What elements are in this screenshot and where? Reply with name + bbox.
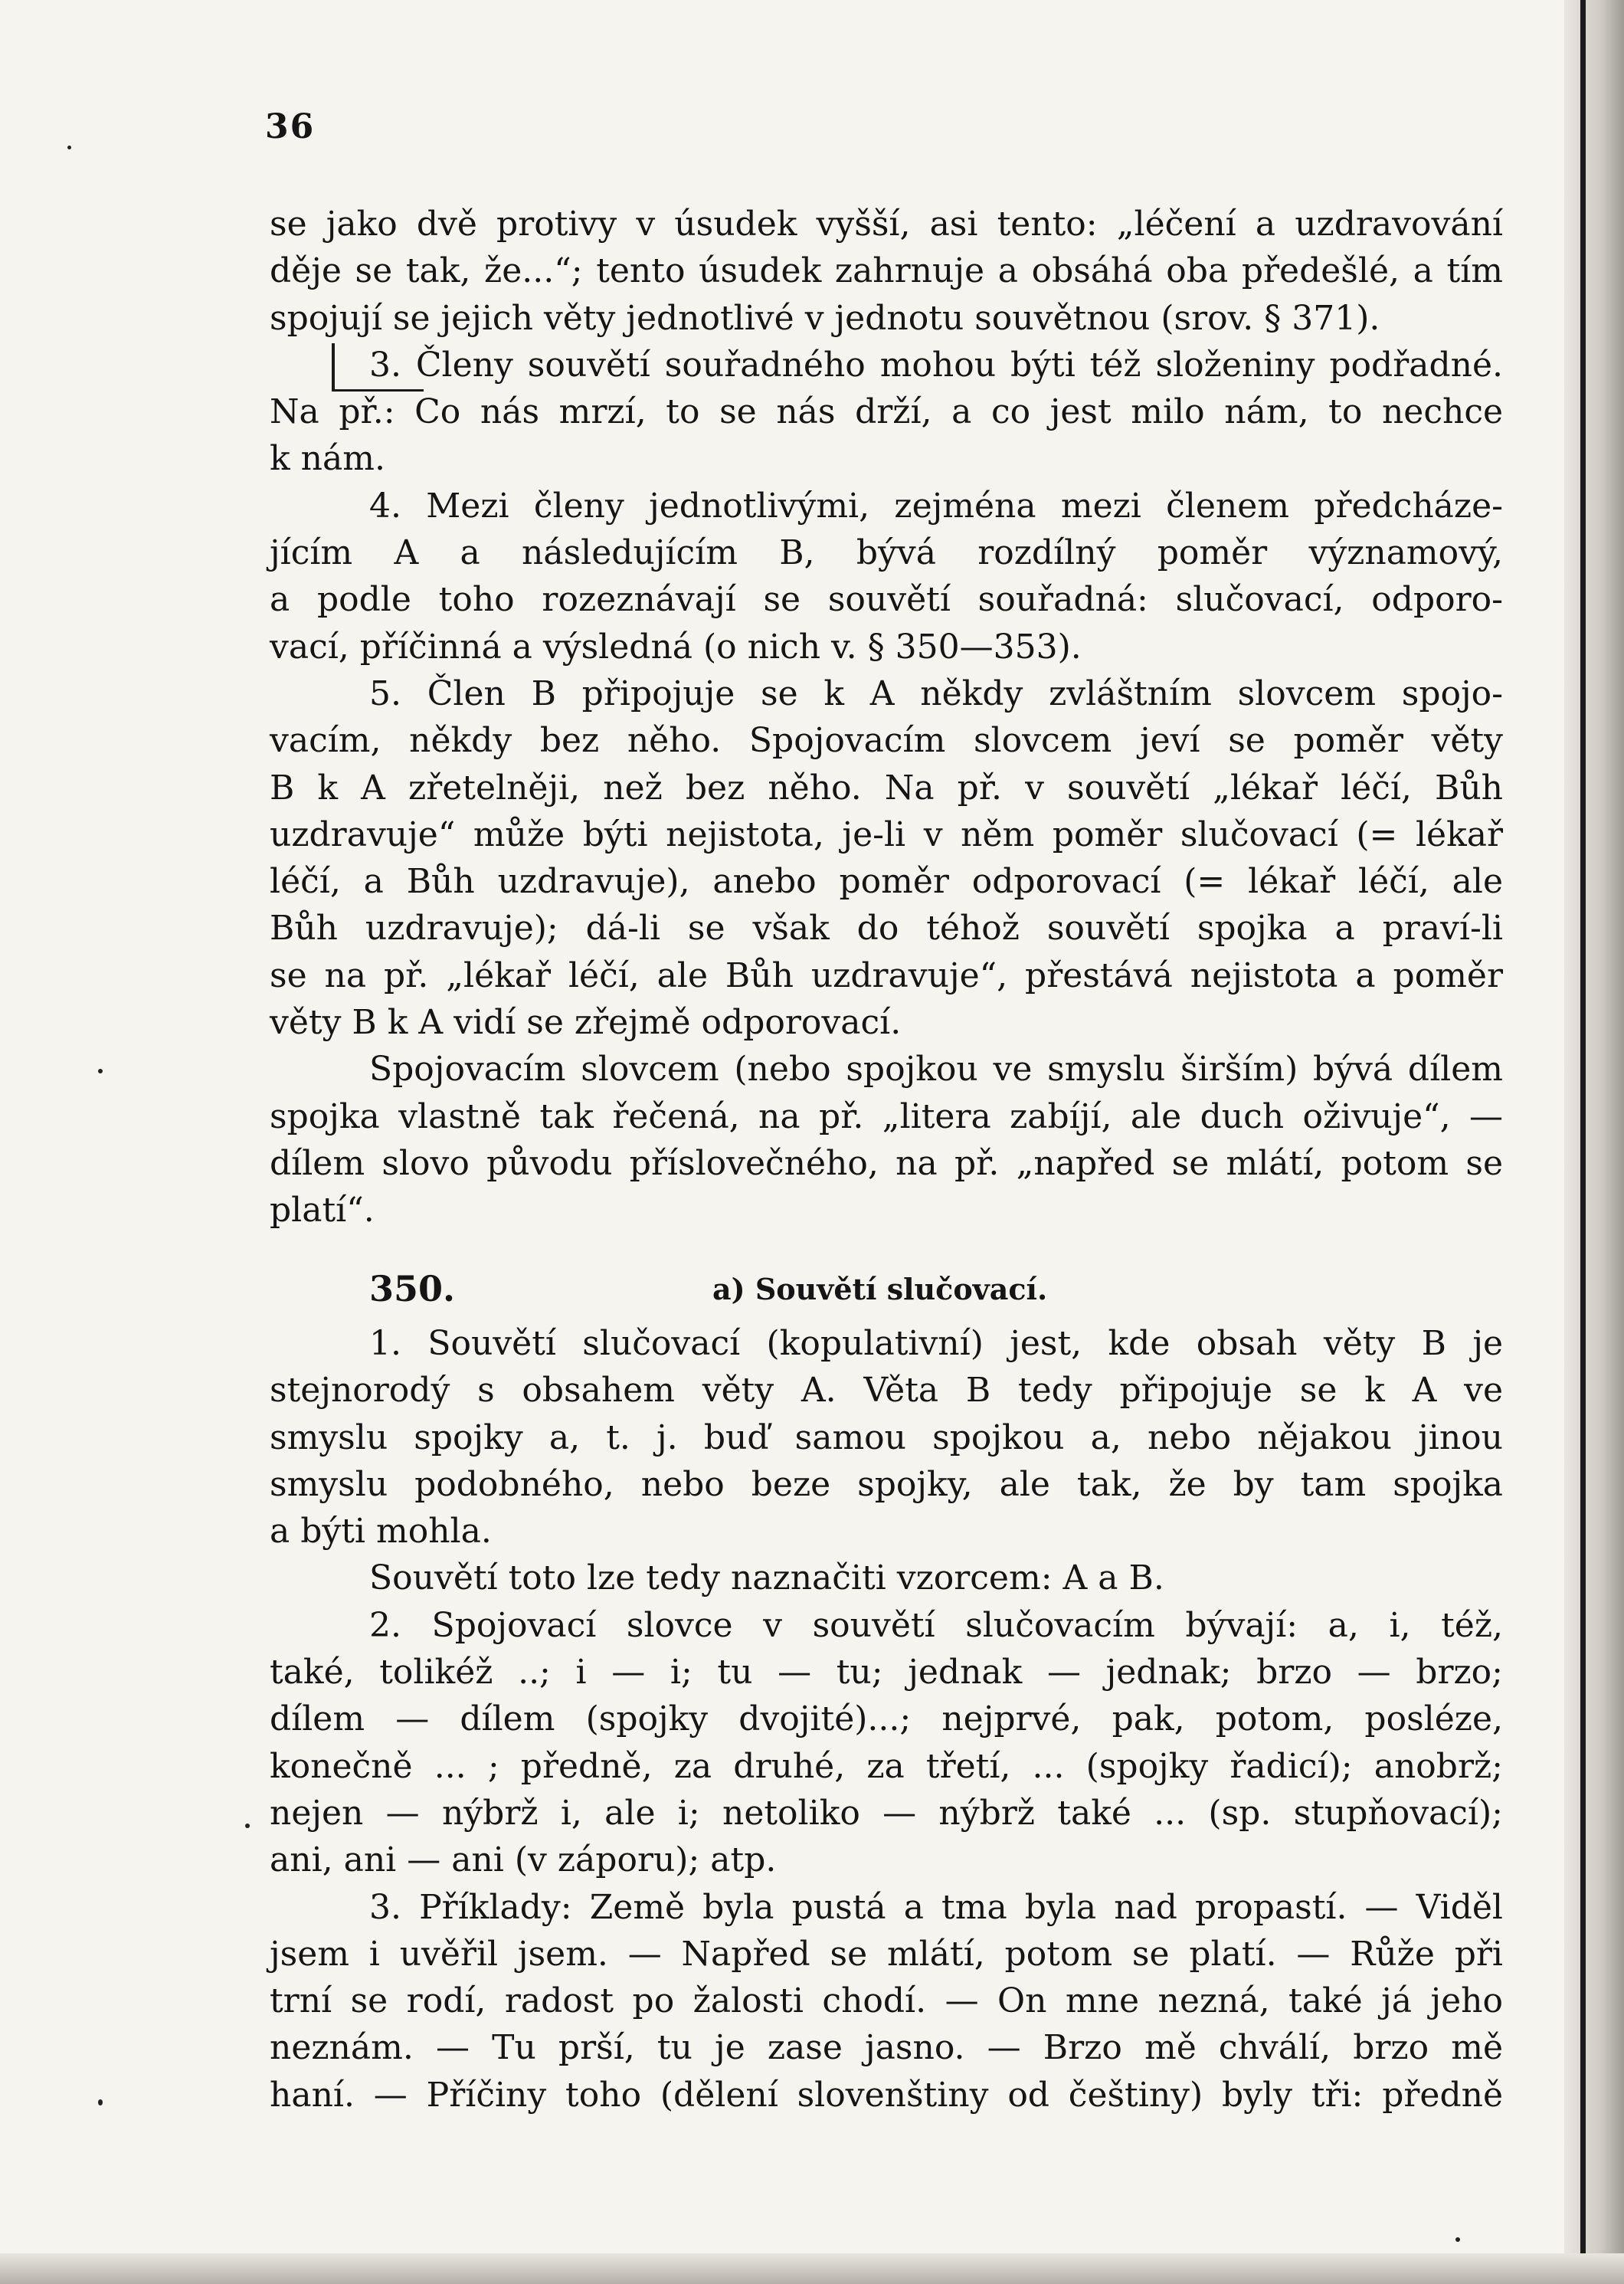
text-line: 3. Členy souvětí souřadného mohou býti též složeniny podřadné. [369,345,1503,385]
page-number: 36 [265,107,316,146]
print-speck [1455,2237,1460,2242]
text-block-2 [270,1320,1503,2119]
text-line: ani, ani — ani (v záporu); atp. [270,1840,777,1880]
section-title: a) Souvětí slučovací. [712,1272,1048,1306]
print-speck [67,146,71,149]
section-number: 350. [369,1268,456,1309]
text-line: smyslu podobného, nebo beze spojky, ale tak, že by tam spojka [270,1464,1503,1504]
print-speck [98,2099,103,2105]
text-line: platí“. [270,1191,375,1230]
text-line: jsem i uvěřil jsem. — Napřed se mlátí, potom se platí. — Růže při [270,1934,1503,1974]
print-speck [98,1069,103,1073]
text-line: 2. Spojovací slovce v souvětí slučovacím bývají: a, i, též, [369,1605,1503,1645]
text-line: smyslu spojky a, t. j. buď samou spojkou a, nebo nějakou jinou [270,1417,1503,1457]
text-line: 1. Souvětí slučovací (kopulativní) jest, kde obsah věty B je [369,1324,1503,1363]
text-line: Spojovacím slovcem (nebo spojkou ve smyslu širším) bývá dílem [369,1050,1503,1090]
text-line: léčí, a Bůh uzdravuje), anebo poměr odporovací (= lékař léčí, ale [270,862,1503,902]
text-line: neznám. — Tu prší, tu je zase jasno. — Brzo mě chválí, brzo mě [270,2028,1503,2068]
text-line: věty B k A vidí se zřejmě odporovací. [270,1003,902,1043]
text-line: jícím A a následujícím B, bývá rozdílný poměr významový, [270,533,1503,573]
text-line: také, tolikéž ..; i — i; tu — tu; jednak — jednak; brzo — brzo; [270,1653,1503,1693]
text-block-1 [270,201,1503,1234]
text-line: spojují se jejich věty jednotlivé v jednotu souvětnou (srov. § 371). [270,298,1380,338]
text-line: trní se rodí, radost po žalosti chodí. — On mne nezná, také já jeho [270,1981,1503,2021]
text-line: dílem slovo původu příslovečného, na př. „napřed se mlátí, potom se [270,1143,1503,1183]
text-line: spojka vlastně tak řečená, na př. „litera zabíjí, ale duch oživuje“, — [270,1096,1503,1136]
text-line: se na př. „lékař léčí, ale Bůh uzdravuje“, přestává nejistota a poměr [270,955,1503,995]
text-line: nejen — nýbrž i, ale i; netoliko — nýbrž také ... (sp. stupňovací); [270,1793,1503,1833]
text-line: k nám. [270,439,385,479]
text-line: stejnorodý s obsahem věty A. Věta B tedy připojuje se k A ve [270,1371,1503,1411]
text-line: a podle toho rozeznávají se souvětí souřadná: slučovací, odporo- [270,580,1503,620]
text-line: konečně ... ; předně, za druhé, za třetí, ... (spojky řadicí); anobrž; [270,1746,1503,1786]
text-line: haní. — Příčiny toho (dělení slovenštiny od češtiny) byly tři: předně [270,2075,1503,2115]
text-line: uzdravuje“ může býti nejistota, je-li v něm poměr slučovací (= lékař [270,814,1503,854]
print-speck [245,1824,250,1828]
text-line: vací, příčinná a výsledná (o nich v. § 350—353). [270,627,1082,667]
page-edge-bottom [0,2253,1624,2284]
text-line: a býti mohla. [270,1512,492,1552]
text-line: se jako dvě protivy v úsudek vyšší, asi tento: „léčení a uzdravování [270,205,1503,244]
text-line: vacím, někdy bez něho. Spojovacím slovcem jeví se poměr věty [270,721,1503,761]
text-line: dílem — dílem (spojky dvojité)...; nejprvé, pak, potom, posléze, [270,1699,1503,1739]
text-line: 3. Příklady: Země byla pustá a tma byla nad propastí. — Viděl [369,1887,1503,1927]
page-edge-right [1564,0,1624,2284]
text-line: Na př.: Co nás mrzí, to se nás drží, a co jest milo nám, to nechce [270,392,1503,432]
text-line: Bůh uzdravuje); dá-li se však do téhož souvětí spojka a praví-li [270,909,1503,949]
page-edge-line [1580,0,1586,2284]
text-line: 4. Mezi členy jednotlivými, zejména mezi členem předcháze- [369,486,1503,526]
text-line: děje se tak, že...“; tento úsudek zahrnuje a obsáhá oba předešlé, a tím [270,251,1503,291]
text-line: 5. Člen B připojuje se k A někdy zvláštním slovcem spojo- [369,673,1503,713]
text-line: B k A zřetelněji, než bez něho. Na př. v souvětí „lékař léčí, Bůh [270,768,1503,808]
text-line: Souvětí toto lze tedy naznačiti vzorcem: A a B. [369,1558,1164,1598]
section-heading [270,1268,1503,1314]
